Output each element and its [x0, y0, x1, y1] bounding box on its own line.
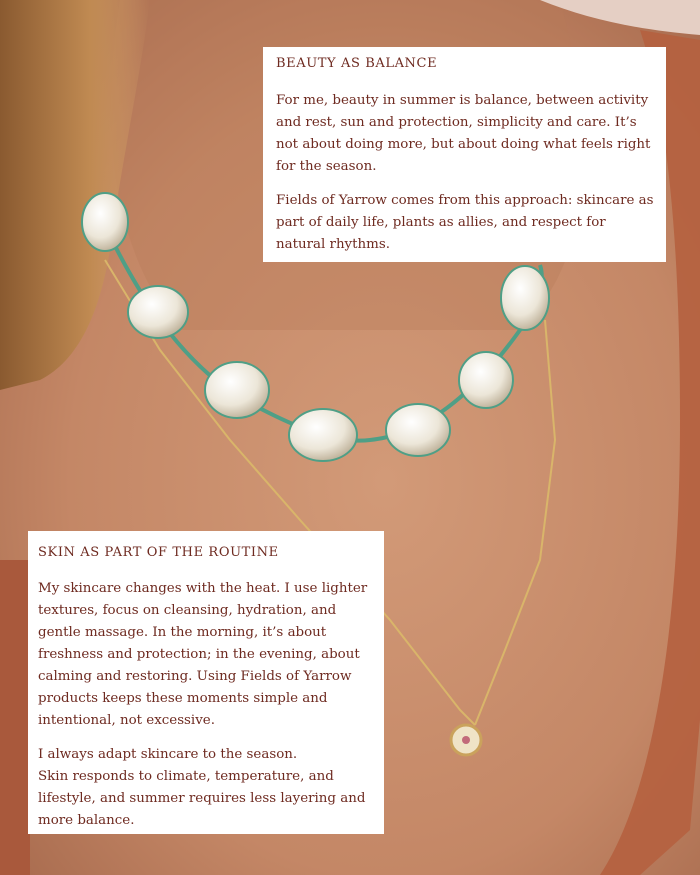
beauty-as-balance-card	[263, 47, 666, 262]
pendant-stone	[462, 736, 470, 744]
skin-routine-card	[28, 531, 384, 834]
skin-heading: SKIN AS PART OF THE ROUTINE	[38, 545, 279, 560]
pearl	[386, 404, 450, 456]
left-strap	[0, 560, 30, 875]
pearl	[82, 193, 128, 251]
beauty-heading: BEAUTY AS BALANCE	[276, 56, 438, 71]
skin-paragraph-2: I always adapt skincare to the season. Skin responds to climate, temperature, and lifestyle, and summer requires less layering and more balance.	[38, 747, 366, 828]
pearl	[205, 362, 269, 418]
beauty-paragraph-2: Fields of Yarrow comes from this approach: skincare as part of daily life, plants as allies, and respect for natural rhythms.	[276, 193, 654, 252]
pearl	[289, 409, 357, 461]
pearl	[459, 352, 513, 408]
skin-paragraph-1: My skincare changes with the heat. I use lighter textures, focus on cleansing, hydration, and gentle massage. In the morning, it’s about freshness and protection; in the evening, about calming and restoring. Using Fields of Yarrow products keeps these moments simple and intentional, not excessive.	[38, 581, 368, 728]
pearl	[501, 266, 549, 330]
beauty-paragraph-1: For me, beauty in summer is balance, between activity and rest, sun and protection, simplicity and care. It’s not about doing more, but about doing what feels right for the season.	[276, 93, 651, 174]
pearl	[128, 286, 188, 338]
